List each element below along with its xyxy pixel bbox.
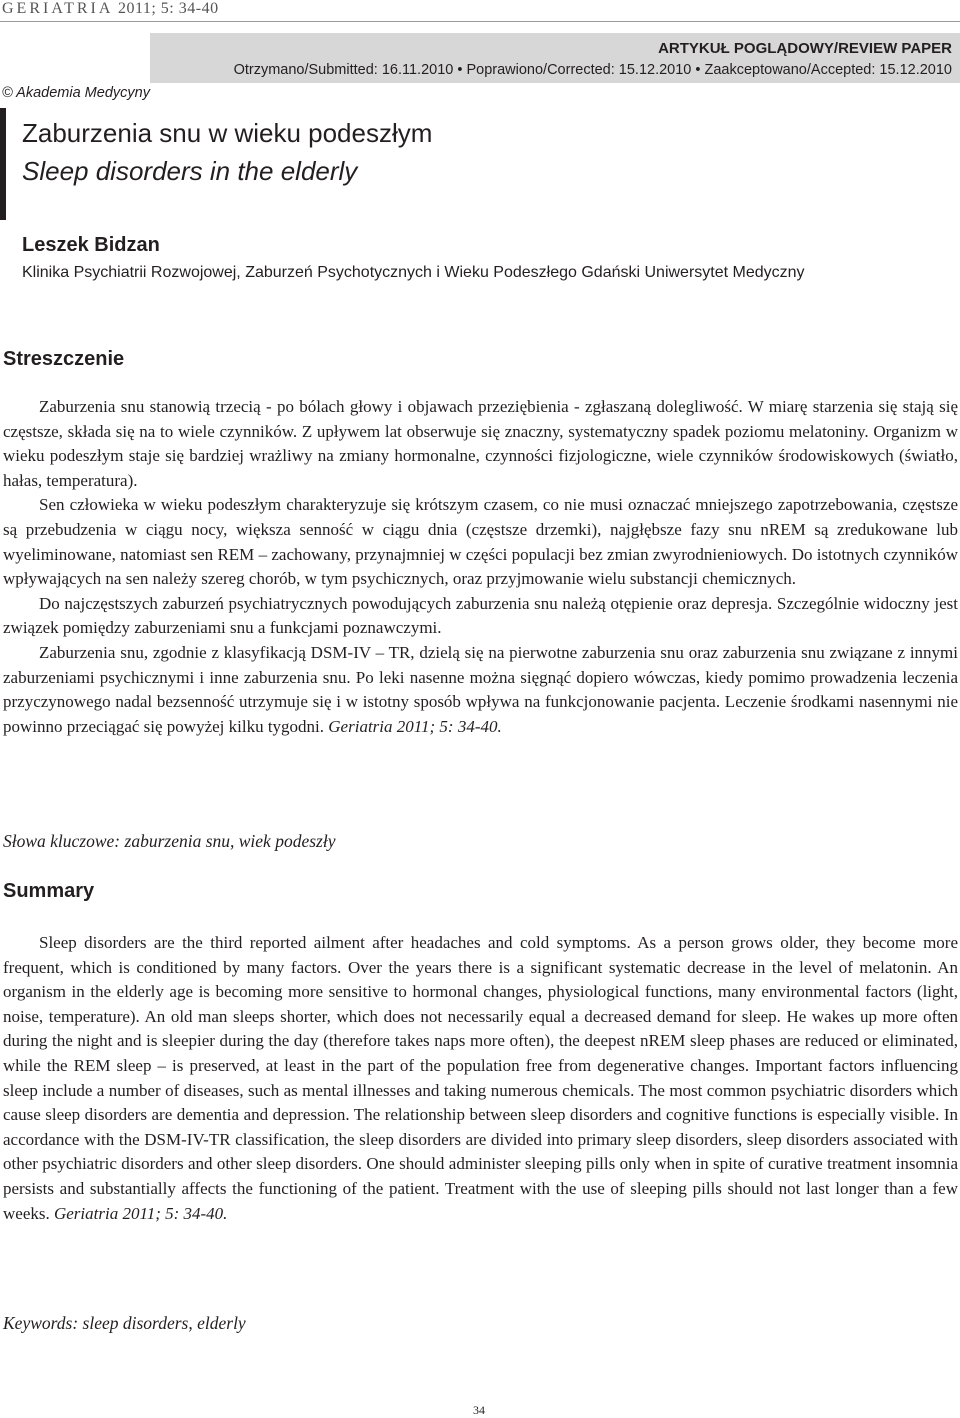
abstract-paragraph-text: Sleep disorders are the third reported ailment after headaches and cold symptoms. As a person grows older, they become more frequent, which is conditioned by many factors. Over the years there is a significant systematic decrease in the level of melatonin. An organism in the elderly age is becoming more sensitive to hormonal changes, physiological functions, many environmental factors (light, noise, temperature). An old man sleeps shorter, which does not necessarily equal a decreased demand for sleep. He wakes up more often during the night and is sleepier during the day (therefore takes naps more often), the deepest nREM sleep phases are reduced or eliminated, while the REM sleep – is preserved, at least in the part of the population free from degenerative changes. Important factors influencing sleep include a number of diseases, such as mental illnesses and taking numerous chemicals. The most common psychiatric disorders which cause sleep disorders are dementia and depression. The relationship between sleep disorders and cognitive functions is especially visible. In accordance with the DSM-IV-TR classification, the sleep disorders are divided into primary sleep disorders, sleep disorders associated with other psychiatric disorders and other sleep disorders. One should administer sleeping pills only when in spite of curative treatment insomnia persists and substantially affects the functioning of the patient. Treatment with the use of sleeping pills should not last longer than a few weeks. [3, 933, 958, 1223]
abstract-paragraph [3, 931, 958, 1226]
article-info-band [150, 33, 960, 83]
keywords-english: Keywords: sleep disorders, elderly [3, 1313, 246, 1333]
title-english: Sleep disorders in the elderly [22, 156, 358, 186]
header-rule [0, 21, 960, 22]
abstract-citation: Geriatria 2011; 5: 34-40. [328, 716, 502, 736]
abstract-paragraph: Zaburzenia snu stanowią trzecią - po bólach głowy i objawach przeziębienia - zgłaszaną dolegliwość. W miarę starzenia się stają się częstsze, składa się na to wiele czynników. Z upływem lat obserwuje się znaczny, systematyczny spadek poziomu melatoniny. Organizm w wieku podeszłym staje się bardziej wrażliwy na zmiany hormonalne, czynności fizjologiczne, wiele czynników środowiskowych (światło, hałas, temperatura). [3, 397, 958, 490]
submission-dates: Otrzymano/Submitted: 16.11.2010 • Poprawiono/Corrected: 15.12.2010 • Zaakceptowano/Accepted: 15.12.2010 [233, 62, 952, 78]
abstract-polish [3, 395, 958, 739]
abstract-paragraph [3, 641, 958, 739]
author-name: Leszek Bidzan [22, 234, 160, 256]
abstract-paragraph-text: Zaburzenia snu, zgodnie z klasyfikacją DSM-IV – TR, dzielą się na pierwotne zaburzenia snu oraz zaburzenia snu związane z innymi zaburzeniami psychicznymi i inne zaburzenia snu. Po leki nasenne można sięgnąć dopiero wówczas, kiedy pomimo prowadzenia leczenia przyczynowego nadal bezsenność utrzymuje się i w istotny sposób wpływa na funkcjonowanie pacjenta. Leczenie środkami nasennymi nie powinno przeciągać się powyżej kilku tygodni. [3, 642, 958, 736]
title-polish: Zaburzenia snu w wieku podeszłym [22, 118, 433, 148]
abstract-english [3, 931, 958, 1226]
abstract-paragraph: Do najczęstszych zaburzeń psychiatrycznych powodujących zaburzenia snu należą otępienie oraz depresja. Szczególnie widoczny jest związek pomiędzy zaburzeniami snu a funkcjami poznawczymi. [3, 593, 958, 638]
keywords-polish: Słowa kluczowe: zaburzenia snu, wiek podeszły [3, 831, 336, 851]
author-affiliation: Klinika Psychiatrii Rozwojowej, Zaburzeń Psychotycznych i Wieku Podeszłego Gdański Uniwersytet Medyczny [22, 264, 805, 281]
article-type: ARTYKUŁ POGLĄDOWY/REVIEW PAPER [658, 40, 952, 57]
page-number: 34 [473, 1403, 485, 1417]
copyright-notice: © Akademia Medycyny [2, 85, 150, 101]
journal-citation: 2011; 5: 34-40 [117, 0, 219, 17]
abstract-paragraph: Sen człowieka w wieku podeszłym charakteryzuje się krótszym czasem, co nie musi oznaczać mniejszego zapotrzebowania, częstsze są przebudzenia w ciągu nocy, większa senność w ciągu dnia (częstsze drzemki), najgłębsze fazy snu nREM są zredukowane lub wyeliminowane, natomiast sen REM – zachowany, przynajmniej w części populacji bez zmian zwyrodnieniowych. Do istotnych czynników wpływających na sen należy szereg chorób, w tym psychicznych, oraz przyjmowanie wielu substancji chemicznych. [3, 495, 958, 589]
title-accent-bar [0, 108, 6, 220]
abstract-heading-polish: Streszczenie [3, 348, 125, 370]
journal-name: GERIATRIA [2, 0, 114, 17]
abstract-heading-english: Summary [3, 880, 95, 902]
abstract-citation: Geriatria 2011; 5: 34-40. [53, 1203, 228, 1223]
journal-header-line [2, 0, 219, 18]
